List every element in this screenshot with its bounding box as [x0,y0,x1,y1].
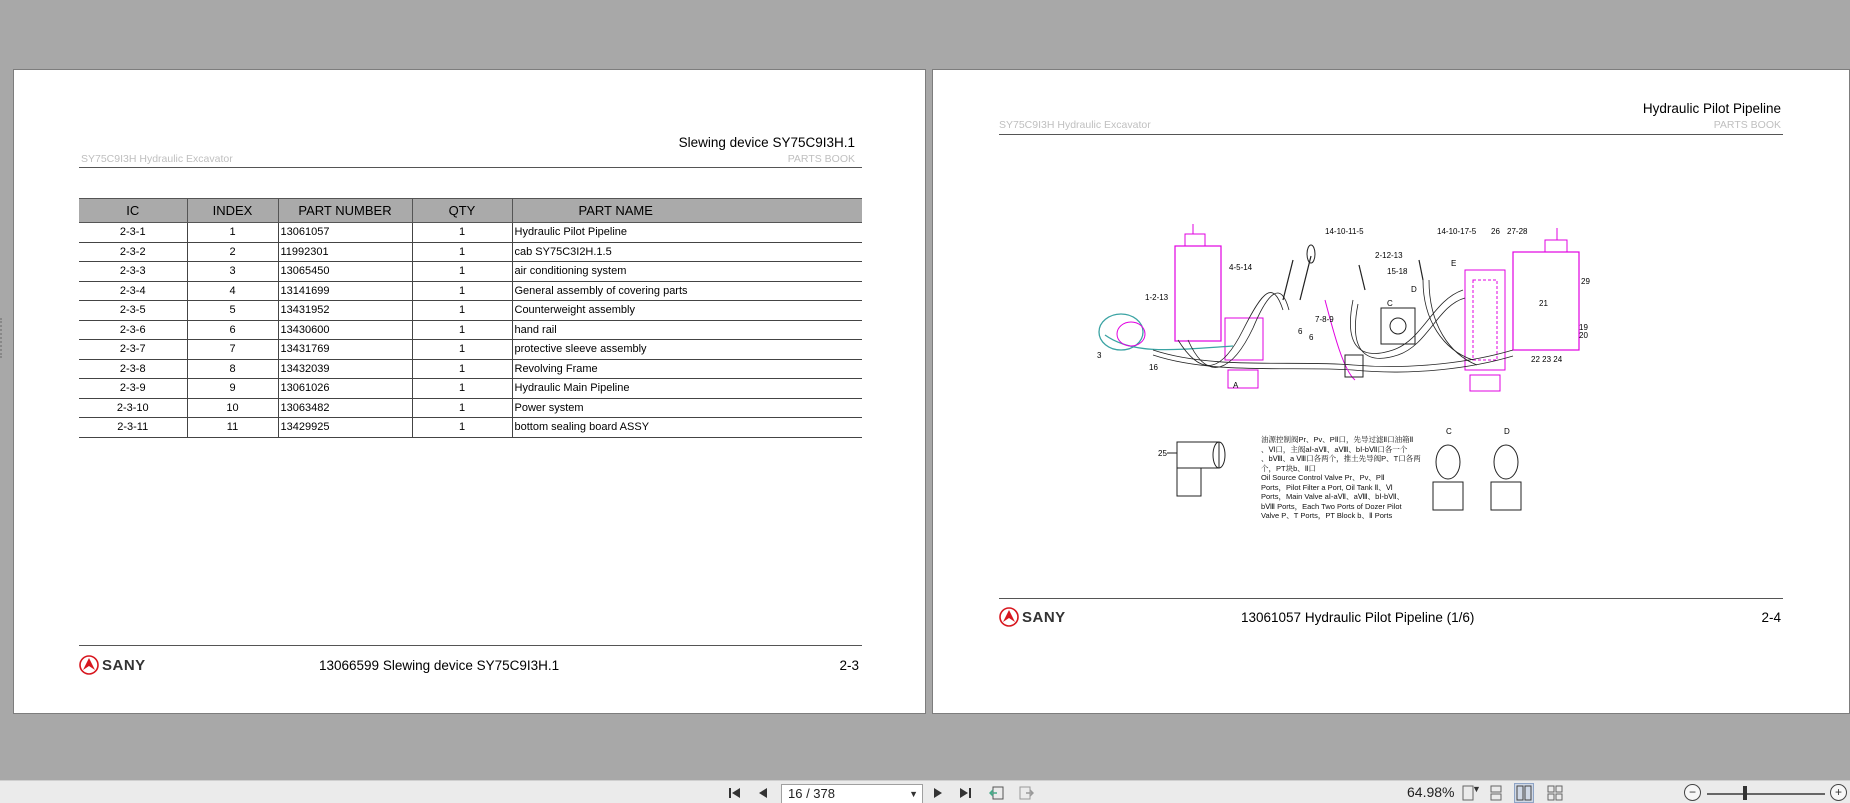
zoom-out-button[interactable] [1684,784,1701,801]
zoom-in-icon: + [1834,785,1842,799]
page-footer-title: 13061057 Hydraulic Pilot Pipeline (1/6) [1241,610,1475,625]
diagram-label: 7-8-9 [1315,315,1334,324]
cell-qty: 1 [412,418,512,438]
cell-index: 4 [187,281,278,301]
zoom-out-icon: − [1688,785,1696,799]
panel-resize-grip[interactable] [0,318,4,358]
note-line: Ports，Main Valve aⅠ-aⅦ、aⅧ、bⅠ-bⅦ、 [1261,492,1405,501]
sany-logo [79,655,146,675]
cell-index: 11 [187,418,278,438]
viewer-toolbar [0,780,1850,803]
chevron-down-icon: ▼ [909,789,918,799]
cell-part-name: Revolving Frame [512,359,862,379]
cell-ic: 2-3-8 [79,359,187,379]
last-page-icon [958,787,972,799]
page-header-book: PARTS BOOK [787,153,855,165]
forward-view-icon [1018,785,1034,801]
diagram-label: C [1387,299,1393,308]
footer-rule [999,598,1783,599]
page-header-book: PARTS BOOK [1713,119,1781,131]
cell-part-number: 13431769 [278,340,412,360]
diagram-label: 15-18 [1387,267,1408,276]
cell-ic: 2-3-6 [79,320,187,340]
table-row [79,379,862,399]
diagram-label: C [1446,427,1452,436]
cell-qty: 1 [412,242,512,262]
cell-index: 8 [187,359,278,379]
diagram-label: 27-28 [1507,227,1528,236]
diagram-label: E [1451,259,1457,268]
cell-index: 2 [187,242,278,262]
continuous-icon [1489,785,1503,801]
forward-view-button[interactable] [1016,783,1036,803]
cell-part-number: 13430600 [278,320,412,340]
sany-logo-text: SANY [1022,608,1066,626]
page-header-model: SY75C9I3H Hydraulic Excavator [81,153,233,165]
note-line: 个，PT块b、Ⅱ口 [1261,463,1316,473]
two-page-continuous-icon [1547,785,1563,801]
cell-part-name: protective sleeve assembly [512,340,862,360]
cell-part-number: 11992301 [278,242,412,262]
diagram-label: 22 23 24 [1531,355,1563,364]
cell-part-name: Hydraulic Pilot Pipeline [512,223,862,243]
cell-ic: 2-3-4 [79,281,187,301]
cell-part-name: Counterweight assembly [512,301,862,321]
table-row [79,418,862,438]
first-page-button[interactable] [725,783,745,803]
diagram-label: 1-2-13 [1145,293,1169,302]
first-page-icon [728,787,742,799]
last-page-button[interactable] [955,783,975,803]
diagram-label: 29 [1581,277,1590,286]
page-number: 2-3 [839,658,859,673]
note-line: 油源控制阀Pr、Pv、PⅡ口，先导过滤Ⅱ口油箱Ⅱ [1261,435,1414,444]
cell-qty: 1 [412,359,512,379]
cell-index: 6 [187,320,278,340]
note-line: Ports，Pilot Filter a Port, Oil Tank Ⅱ、Ⅵ [1261,482,1393,492]
prev-page-icon [757,787,769,799]
next-page-button[interactable] [928,783,948,803]
two-page-view-button[interactable] [1514,783,1534,803]
cell-part-number: 13432039 [278,359,412,379]
col-header-part-name: PART NAME [512,199,862,223]
table-row [79,340,862,360]
next-page-icon [932,787,944,799]
diagram-label: 14-10-17-5 [1437,227,1477,236]
diagram-label: 26 [1491,227,1500,236]
prev-page-button[interactable] [753,783,773,803]
cell-part-name: Power system [512,398,862,418]
cell-index: 10 [187,398,278,418]
header-rule [999,134,1783,135]
back-view-button[interactable] [987,783,1007,803]
cell-qty: 1 [412,379,512,399]
diagram-label: 20 [1579,331,1588,340]
header-rule [79,167,862,168]
diagram-label: 6 [1298,327,1303,336]
cell-part-number: 13061057 [278,223,412,243]
cell-part-number: 13065450 [278,262,412,282]
col-header-index: INDEX [187,199,278,223]
cell-part-name: air conditioning system [512,262,862,282]
cell-index: 7 [187,340,278,360]
page-header-title: Hydraulic Pilot Pipeline [1642,101,1781,116]
table-row [79,320,862,340]
diagram-label: 3 [1097,351,1102,360]
sany-logo-icon [999,607,1019,627]
note-line: 、bⅧ、a Ⅷ口各两个，推土先导阀P、T口各两 [1261,454,1421,463]
cell-ic: 2-3-9 [79,379,187,399]
page-number-text: 16 / 378 [788,786,835,801]
diagram-label: 16 [1149,363,1158,372]
sany-logo-text: SANY [102,656,146,674]
note-line: bⅧ Ports，Each Two Ports of Dozer Pilot [1261,501,1402,511]
continuous-view-button[interactable] [1486,783,1506,803]
col-header-ic: IC [79,199,187,223]
diagram-label: 4-5-14 [1229,263,1253,272]
sany-logo [999,607,1066,627]
zoom-slider[interactable] [1707,793,1825,795]
cell-part-number: 13061026 [278,379,412,399]
cell-ic: 2-3-11 [79,418,187,438]
cell-part-name: General assembly of covering parts [512,281,862,301]
cell-qty: 1 [412,223,512,243]
diagram-label: D [1504,427,1510,436]
note-line: Oil Source Control Valve Pr、Pv、PⅡ [1261,473,1385,482]
two-page-continuous-view-button[interactable] [1545,783,1565,803]
note-line: 、Ⅵ口，主阀aⅠ-aⅦ、aⅧ、bⅠ-bⅦ口各一个 [1261,444,1408,454]
zoom-slider-thumb[interactable] [1743,786,1747,800]
cell-part-number: 13063482 [278,398,412,418]
cell-qty: 1 [412,320,512,340]
diagram-label: D [1411,285,1417,294]
col-header-part-number: PART NUMBER [278,199,412,223]
table-row [79,223,862,243]
col-header-qty: QTY [412,199,512,223]
diagram-label: 2-12-13 [1375,251,1403,260]
cell-qty: 1 [412,340,512,360]
cell-qty: 1 [412,262,512,282]
diagram-label: 21 [1539,299,1548,308]
diagram-label: 6 [1309,333,1314,342]
back-view-icon [989,785,1005,801]
cell-qty: 1 [412,398,512,418]
cell-part-name: cab SY75C3I2H.1.5 [512,242,862,262]
cell-part-number: 13429925 [278,418,412,438]
page-header-title: Slewing device SY75C9I3H.1 [678,135,855,150]
sany-logo-icon [79,655,99,675]
cell-part-name: bottom sealing board ASSY [512,418,862,438]
table-header-row [79,199,862,223]
table-row [79,281,862,301]
document-page-left [13,69,926,714]
zoom-level[interactable]: 64.98% [1407,784,1455,800]
chevron-down-icon[interactable]: ▼ [1472,784,1481,794]
diagram-label: A [1233,381,1239,390]
cell-ic: 2-3-10 [79,398,187,418]
zoom-in-button[interactable] [1830,784,1847,801]
parts-table [79,198,862,438]
cell-ic: 2-3-2 [79,242,187,262]
two-page-icon [1516,785,1532,801]
diagram-label: 19 [1579,323,1588,332]
cell-qty: 1 [412,301,512,321]
note-line: Valve P、T Ports，PT Block b、Ⅱ Ports [1261,511,1393,520]
page-header-model: SY75C9I3H Hydraulic Excavator [999,119,1151,131]
cell-part-number: 13431952 [278,301,412,321]
diagram-label: 14-10-11-5 [1325,227,1364,236]
table-row [79,398,862,418]
cell-index: 3 [187,262,278,282]
cell-ic: 2-3-1 [79,223,187,243]
table-row [79,262,862,282]
cell-index: 5 [187,301,278,321]
diagram-label: 25 [1158,449,1167,458]
page-footer-title: 13066599 Slewing device SY75C9I3H.1 [319,658,560,673]
diagram-note [1261,435,1441,521]
table-row [79,359,862,379]
page-number: 2-4 [1761,610,1781,625]
cell-index: 9 [187,379,278,399]
cell-ic: 2-3-7 [79,340,187,360]
cell-part-number: 13141699 [278,281,412,301]
cell-ic: 2-3-3 [79,262,187,282]
cell-ic: 2-3-5 [79,301,187,321]
table-row [79,242,862,262]
table-row [79,301,862,321]
cell-part-name: hand rail [512,320,862,340]
document-page-right [932,69,1850,714]
cell-part-name: Hydraulic Main Pipeline [512,379,862,399]
cell-qty: 1 [412,281,512,301]
page-number-input[interactable] [781,784,923,803]
footer-rule [79,645,862,646]
cell-index: 1 [187,223,278,243]
